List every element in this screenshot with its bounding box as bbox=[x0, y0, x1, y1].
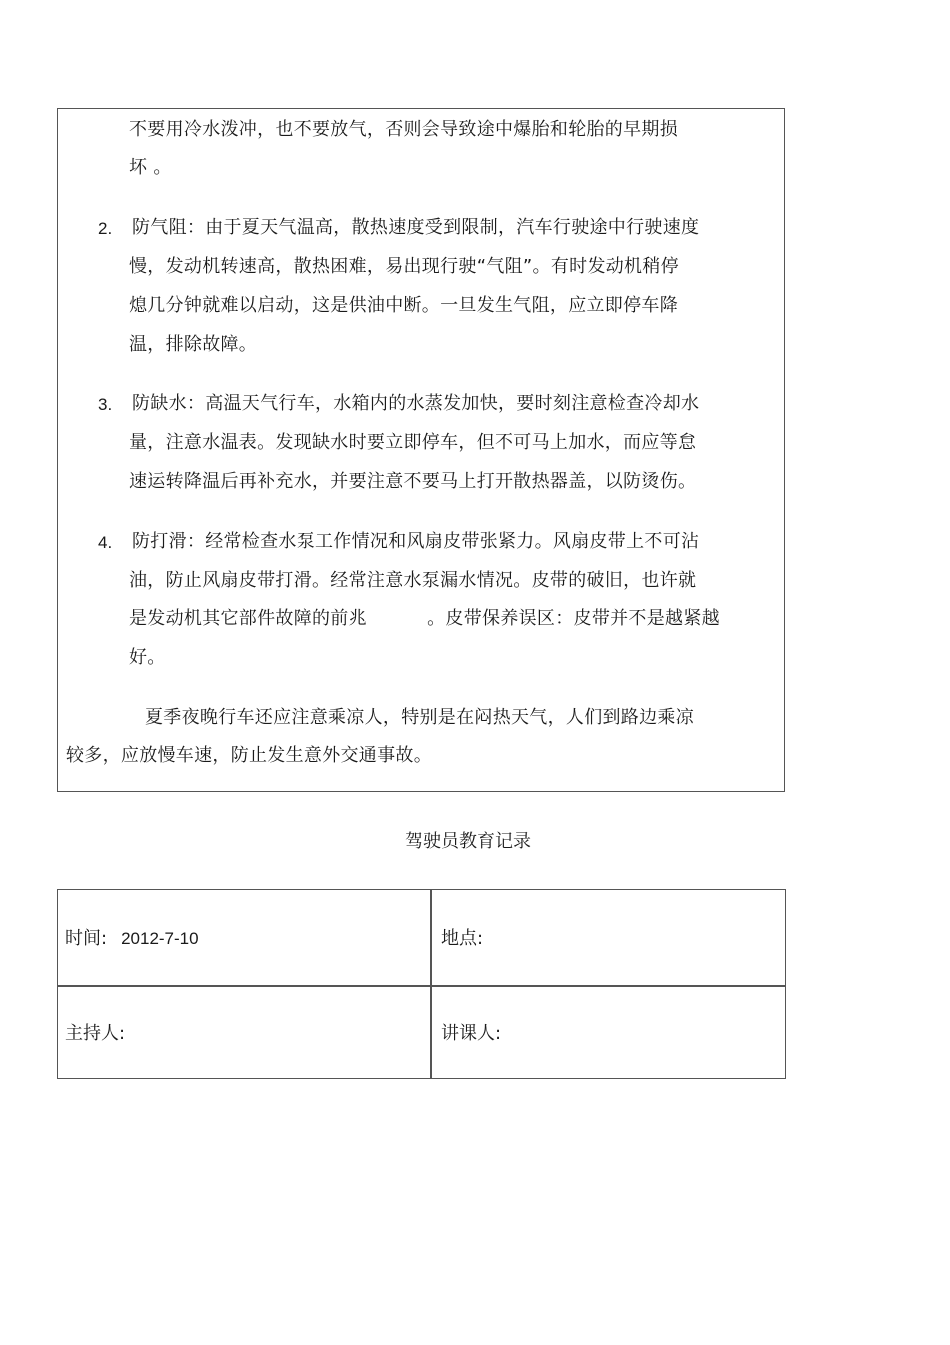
item-2-line-4: 温，排除故障。 bbox=[129, 334, 258, 355]
host-cell bbox=[65, 1022, 125, 1046]
time-value: 2012-7-10 bbox=[121, 929, 199, 948]
item-2-line-2: 慢，发动机转速高，散热困难，易出现行驶“气阻”。有时发动机稍停 bbox=[129, 256, 679, 277]
table-divider-vertical bbox=[430, 890, 432, 1078]
record-title: 驾驶员教育记录 bbox=[405, 831, 531, 852]
item-4-line-3: 是发动机其它部件故障的前兆 。皮带保养误区：皮带并不是越紧越 bbox=[129, 608, 720, 629]
item-2-line-1: 防气阻：由于夏天气温高，散热速度受到限制，汽车行驶途中行驶速度 bbox=[132, 217, 700, 238]
lecturer-cell bbox=[441, 1022, 501, 1046]
time-label: 时间: bbox=[65, 928, 108, 949]
continuation-line-1: 不要用冷水泼冲，也不要放气，否则会导致途中爆胎和轮胎的早期损 bbox=[129, 119, 678, 140]
lecturer-label: 讲课人: bbox=[441, 1023, 502, 1044]
item-3-line-1: 防缺水：高温天气行车，水箱内的水蒸发加快，要时刻注意检查冷却水 bbox=[132, 393, 700, 414]
location-label: 地点: bbox=[441, 928, 484, 949]
item-3-line-2: 量，注意水温表。发现缺水时要立即停车，但不可马上加水，而应等怠 bbox=[129, 432, 697, 453]
item-2-line-3: 熄几分钟就难以启动，这是供油中断。一旦发生气阻，应立即停车降 bbox=[129, 295, 678, 316]
closing-line-1: 夏季夜晚行车还应注意乘凉人，特别是在闷热天气，人们到路边乘凉 bbox=[145, 707, 694, 728]
location-cell bbox=[441, 927, 483, 951]
item-4-line-4: 好。 bbox=[129, 647, 166, 668]
continuation-line-2: 坏 。 bbox=[129, 157, 172, 178]
item-number: 2. bbox=[98, 219, 113, 238]
closing-line-2: 较多，应放慢车速，防止发生意外交通事故。 bbox=[66, 745, 432, 766]
table-divider-horizontal bbox=[58, 985, 785, 987]
time-cell bbox=[65, 927, 199, 951]
host-label: 主持人: bbox=[65, 1023, 126, 1044]
item-4-line-2: 油，防止风扇皮带打滑。经常注意水泵漏水情况。皮带的破旧，也许就 bbox=[129, 570, 697, 591]
item-4-line-1: 防打滑：经常检查水泵工作情况和风扇皮带张紧力。风扇皮带上不可沾 bbox=[132, 531, 700, 552]
item-3-line-3: 速运转降温后再补充水，并要注意不要马上打开散热器盖，以防烫伤。 bbox=[129, 471, 697, 492]
record-table bbox=[57, 889, 786, 1079]
item-number: 4. bbox=[98, 533, 113, 552]
item-number: 3. bbox=[98, 395, 113, 414]
